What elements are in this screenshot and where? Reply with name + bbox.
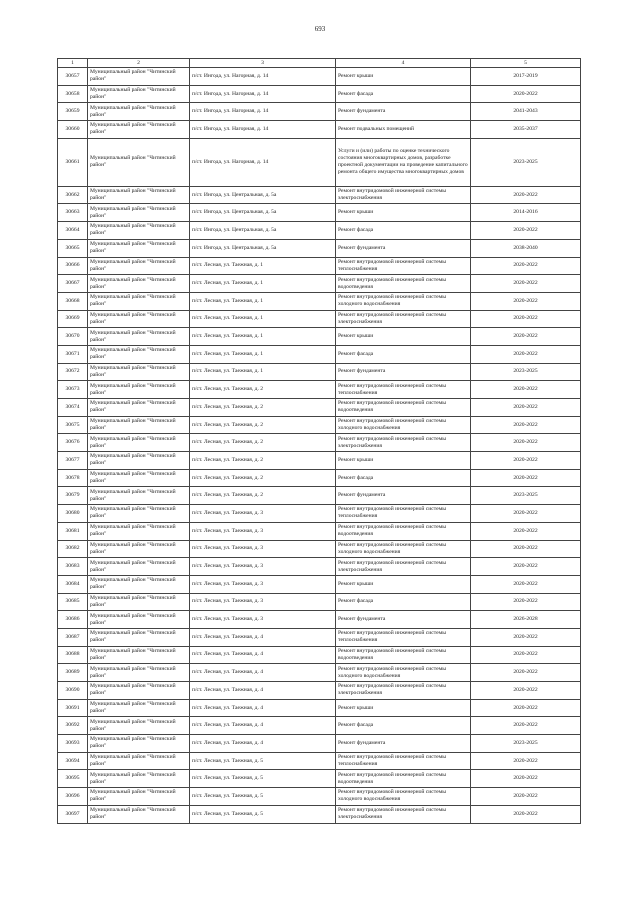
address-cell: п/ст. Ингода, ул. Центральная, д. 5а <box>190 204 336 222</box>
row-number-cell: 30680 <box>58 505 88 523</box>
period-cell: 2023-2025 <box>471 138 581 186</box>
table-row <box>58 717 581 735</box>
period-cell: 2020-2022 <box>471 186 581 204</box>
row-number-cell: 30666 <box>58 257 88 275</box>
column-header: 3 <box>190 59 336 68</box>
period-cell: 2020-2022 <box>471 717 581 735</box>
address-cell: п/ст. Лесная, ул. Таежная, д. 1 <box>190 292 336 310</box>
work-type-cell: Ремонт фасада <box>336 345 471 363</box>
work-type-cell: Ремонт фасада <box>336 469 471 487</box>
period-cell: 2020-2022 <box>471 505 581 523</box>
row-number-cell: 30681 <box>58 522 88 540</box>
table-row <box>58 434 581 452</box>
period-cell: 2020-2022 <box>471 328 581 346</box>
row-number-cell: 30691 <box>58 699 88 717</box>
work-type-cell: Ремонт подвальных помещений <box>336 121 471 139</box>
municipality-cell: Муниципальный район "Читинский район" <box>88 593 190 611</box>
period-cell: 2020-2022 <box>471 682 581 700</box>
municipality-cell: Муниципальный район "Читинский район" <box>88 186 190 204</box>
address-cell: п/ст. Лесная, ул. Таежная, д. 1 <box>190 363 336 381</box>
municipality-cell: Муниципальный район "Читинский район" <box>88 628 190 646</box>
municipality-cell: Муниципальный район "Читинский район" <box>88 328 190 346</box>
row-number-cell: 30673 <box>58 381 88 399</box>
work-type-cell: Ремонт внутридомовой инженерной системы теплоснабжения <box>336 505 471 523</box>
table-row <box>58 770 581 788</box>
registry-table <box>57 58 581 824</box>
municipality-cell: Муниципальный район "Читинский район" <box>88 646 190 664</box>
period-cell: 2020-2022 <box>471 699 581 717</box>
row-number-cell: 30675 <box>58 416 88 434</box>
row-number-cell: 30695 <box>58 770 88 788</box>
table-row <box>58 593 581 611</box>
period-cell: 2020-2022 <box>471 522 581 540</box>
row-number-cell: 30682 <box>58 540 88 558</box>
address-cell: п/ст. Ингода, ул. Нагорная, д. 14 <box>190 138 336 186</box>
work-type-cell: Ремонт внутридомовой инженерной системы холодного водоснабжения <box>336 292 471 310</box>
address-cell: п/ст. Лесная, ул. Таежная, д. 2 <box>190 399 336 417</box>
period-cell: 2020-2022 <box>471 788 581 806</box>
address-cell: п/ст. Лесная, ул. Таежная, д. 3 <box>190 522 336 540</box>
period-cell: 2026-2028 <box>471 611 581 629</box>
work-type-cell: Ремонт фундамента <box>336 103 471 121</box>
municipality-cell: Муниципальный район "Читинский район" <box>88 788 190 806</box>
table-row <box>58 138 581 186</box>
table-row <box>58 575 581 593</box>
municipality-cell: Муниципальный район "Читинский район" <box>88 487 190 505</box>
municipality-cell: Муниципальный район "Читинский район" <box>88 434 190 452</box>
work-type-cell: Ремонт внутридомовой инженерной системы теплоснабжения <box>336 752 471 770</box>
work-type-cell: Ремонт внутридомовой инженерной системы теплоснабжения <box>336 628 471 646</box>
row-number-cell: 30679 <box>58 487 88 505</box>
address-cell: п/ст. Лесная, ул. Таежная, д. 1 <box>190 345 336 363</box>
municipality-cell: Муниципальный район "Читинский район" <box>88 222 190 240</box>
table-row <box>58 664 581 682</box>
table-row <box>58 699 581 717</box>
table-row <box>58 558 581 576</box>
table-row <box>58 257 581 275</box>
municipality-cell: Муниципальный район "Читинский район" <box>88 381 190 399</box>
table-row <box>58 735 581 753</box>
work-type-cell: Ремонт внутридомовой инженерной системы электроснабжения <box>336 434 471 452</box>
row-number-cell: 30677 <box>58 452 88 470</box>
municipality-cell: Муниципальный район "Читинский район" <box>88 103 190 121</box>
municipality-cell: Муниципальный район "Читинский район" <box>88 575 190 593</box>
work-type-cell: Ремонт крыши <box>336 68 471 86</box>
row-number-cell: 30690 <box>58 682 88 700</box>
municipality-cell: Муниципальный район "Читинский район" <box>88 345 190 363</box>
table-header-row <box>58 59 581 68</box>
municipality-cell: Муниципальный район "Читинский район" <box>88 611 190 629</box>
period-cell: 2041-2043 <box>471 103 581 121</box>
municipality-cell: Муниципальный район "Читинский район" <box>88 68 190 86</box>
row-number-cell: 30678 <box>58 469 88 487</box>
address-cell: п/ст. Лесная, ул. Таежная, д. 5 <box>190 788 336 806</box>
address-cell: п/ст. Лесная, ул. Таежная, д. 4 <box>190 646 336 664</box>
address-cell: п/ст. Ингода, ул. Нагорная, д. 14 <box>190 121 336 139</box>
row-number-cell: 30660 <box>58 121 88 139</box>
period-cell: 2017-2019 <box>471 68 581 86</box>
table-row <box>58 121 581 139</box>
address-cell: п/ст. Лесная, ул. Таежная, д. 3 <box>190 540 336 558</box>
row-number-cell: 30683 <box>58 558 88 576</box>
municipality-cell: Муниципальный район "Читинский район" <box>88 805 190 823</box>
address-cell: п/ст. Лесная, ул. Таежная, д. 2 <box>190 416 336 434</box>
period-cell: 2020-2022 <box>471 805 581 823</box>
period-cell: 2020-2022 <box>471 646 581 664</box>
period-cell: 2020-2022 <box>471 222 581 240</box>
row-number-cell: 30692 <box>58 717 88 735</box>
period-cell: 2020-2022 <box>471 540 581 558</box>
work-type-cell: Ремонт крыши <box>336 204 471 222</box>
address-cell: п/ст. Ингода, ул. Центральная, д. 5а <box>190 239 336 257</box>
period-cell: 2020-2022 <box>471 770 581 788</box>
address-cell: п/ст. Лесная, ул. Таежная, д. 1 <box>190 257 336 275</box>
address-cell: п/ст. Лесная, ул. Таежная, д. 4 <box>190 699 336 717</box>
work-type-cell: Ремонт внутридомовой инженерной системы электроснабжения <box>336 310 471 328</box>
work-type-cell: Ремонт внутридомовой инженерной системы теплоснабжения <box>336 257 471 275</box>
table-row <box>58 682 581 700</box>
municipality-cell: Муниципальный район "Читинский район" <box>88 770 190 788</box>
address-cell: п/ст. Лесная, ул. Таежная, д. 2 <box>190 487 336 505</box>
address-cell: п/ст. Лесная, ул. Таежная, д. 5 <box>190 805 336 823</box>
work-type-cell: Ремонт фундамента <box>336 239 471 257</box>
address-cell: п/ст. Лесная, ул. Таежная, д. 1 <box>190 310 336 328</box>
municipality-cell: Муниципальный район "Читинский район" <box>88 469 190 487</box>
municipality-cell: Муниципальный район "Читинский район" <box>88 292 190 310</box>
address-cell: п/ст. Лесная, ул. Таежная, д. 1 <box>190 328 336 346</box>
row-number-cell: 30686 <box>58 611 88 629</box>
table-row <box>58 275 581 293</box>
row-number-cell: 30674 <box>58 399 88 417</box>
table-row <box>58 239 581 257</box>
address-cell: п/ст. Лесная, ул. Таежная, д. 2 <box>190 469 336 487</box>
address-cell: п/ст. Лесная, ул. Таежная, д. 3 <box>190 558 336 576</box>
work-type-cell: Ремонт крыши <box>336 575 471 593</box>
row-number-cell: 30689 <box>58 664 88 682</box>
table-row <box>58 292 581 310</box>
address-cell: п/ст. Лесная, ул. Таежная, д. 2 <box>190 434 336 452</box>
table-row <box>58 788 581 806</box>
work-type-cell: Ремонт внутридомовой инженерной системы электроснабжения <box>336 805 471 823</box>
municipality-cell: Муниципальный район "Читинский район" <box>88 416 190 434</box>
table-row <box>58 85 581 103</box>
work-type-cell: Ремонт фасада <box>336 222 471 240</box>
table-row <box>58 328 581 346</box>
address-cell: п/ст. Лесная, ул. Таежная, д. 4 <box>190 717 336 735</box>
work-type-cell: Ремонт внутридомовой инженерной системы водоотведения <box>336 275 471 293</box>
address-cell: п/ст. Ингода, ул. Нагорная, д. 14 <box>190 103 336 121</box>
row-number-cell: 30687 <box>58 628 88 646</box>
table-row <box>58 469 581 487</box>
address-cell: п/ст. Лесная, ул. Таежная, д. 3 <box>190 593 336 611</box>
address-cell: п/ст. Лесная, ул. Таежная, д. 3 <box>190 505 336 523</box>
table-body <box>58 68 581 824</box>
period-cell: 2038-2040 <box>471 239 581 257</box>
period-cell: 2020-2022 <box>471 558 581 576</box>
municipality-cell: Муниципальный район "Читинский район" <box>88 239 190 257</box>
municipality-cell: Муниципальный район "Читинский район" <box>88 275 190 293</box>
table-row <box>58 186 581 204</box>
work-type-cell: Ремонт фундамента <box>336 735 471 753</box>
row-number-cell: 30696 <box>58 788 88 806</box>
address-cell: п/ст. Лесная, ул. Таежная, д. 4 <box>190 682 336 700</box>
period-cell: 2020-2022 <box>471 593 581 611</box>
column-header: 4 <box>336 59 471 68</box>
work-type-cell: Ремонт внутридомовой инженерной системы холодного водоснабжения <box>336 540 471 558</box>
period-cell: 2020-2022 <box>471 381 581 399</box>
table-row <box>58 487 581 505</box>
table-row <box>58 399 581 417</box>
table-row <box>58 452 581 470</box>
municipality-cell: Муниципальный район "Читинский район" <box>88 452 190 470</box>
period-cell: 2023-2025 <box>471 363 581 381</box>
period-cell: 2020-2022 <box>471 575 581 593</box>
address-cell: п/ст. Лесная, ул. Таежная, д. 4 <box>190 628 336 646</box>
row-number-cell: 30661 <box>58 138 88 186</box>
table-row <box>58 68 581 86</box>
row-number-cell: 30676 <box>58 434 88 452</box>
table-row <box>58 805 581 823</box>
table-row <box>58 646 581 664</box>
work-type-cell: Ремонт внутридомовой инженерной системы электроснабжения <box>336 682 471 700</box>
table-row <box>58 752 581 770</box>
period-cell: 2020-2022 <box>471 469 581 487</box>
column-header: 5 <box>471 59 581 68</box>
table-row <box>58 416 581 434</box>
municipality-cell: Муниципальный район "Читинский район" <box>88 85 190 103</box>
row-number-cell: 30665 <box>58 239 88 257</box>
table-row <box>58 522 581 540</box>
column-header: 2 <box>88 59 190 68</box>
municipality-cell: Муниципальный район "Читинский район" <box>88 138 190 186</box>
row-number-cell: 30669 <box>58 310 88 328</box>
work-type-cell: Ремонт внутридомовой инженерной системы теплоснабжения <box>336 381 471 399</box>
address-cell: п/ст. Ингода, ул. Нагорная, д. 14 <box>190 68 336 86</box>
table-row <box>58 103 581 121</box>
work-type-cell: Ремонт внутридомовой инженерной системы водоотведения <box>336 646 471 664</box>
address-cell: п/ст. Лесная, ул. Таежная, д. 4 <box>190 664 336 682</box>
municipality-cell: Муниципальный район "Читинский район" <box>88 699 190 717</box>
municipality-cell: Муниципальный район "Читинский район" <box>88 204 190 222</box>
work-type-cell: Услуги и (или) работы по оценке технического состояния многоквартирных домов, разработке проектной документации на проведение капитального ремонта общего имущества многоквартирных домов <box>336 138 471 186</box>
table-row <box>58 222 581 240</box>
address-cell: п/ст. Лесная, ул. Таежная, д. 2 <box>190 452 336 470</box>
municipality-cell: Муниципальный район "Читинский район" <box>88 682 190 700</box>
municipality-cell: Муниципальный район "Читинский район" <box>88 505 190 523</box>
table-row <box>58 628 581 646</box>
work-type-cell: Ремонт крыши <box>336 452 471 470</box>
period-cell: 2020-2022 <box>471 434 581 452</box>
period-cell: 2020-2022 <box>471 345 581 363</box>
work-type-cell: Ремонт внутридомовой инженерной системы водоотведения <box>336 399 471 417</box>
municipality-cell: Муниципальный район "Читинский район" <box>88 121 190 139</box>
period-cell: 2020-2022 <box>471 292 581 310</box>
period-cell: 2020-2022 <box>471 310 581 328</box>
address-cell: п/ст. Лесная, ул. Таежная, д. 1 <box>190 275 336 293</box>
table-row <box>58 345 581 363</box>
address-cell: п/ст. Лесная, ул. Таежная, д. 2 <box>190 381 336 399</box>
municipality-cell: Муниципальный район "Читинский район" <box>88 399 190 417</box>
work-type-cell: Ремонт фундамента <box>336 487 471 505</box>
row-number-cell: 30671 <box>58 345 88 363</box>
table-row <box>58 505 581 523</box>
address-cell: п/ст. Ингода, ул. Центральная, д. 5а <box>190 186 336 204</box>
period-cell: 2020-2022 <box>471 752 581 770</box>
municipality-cell: Муниципальный район "Читинский район" <box>88 363 190 381</box>
table-row <box>58 310 581 328</box>
municipality-cell: Муниципальный район "Читинский район" <box>88 752 190 770</box>
municipality-cell: Муниципальный район "Читинский район" <box>88 257 190 275</box>
row-number-cell: 30668 <box>58 292 88 310</box>
period-cell: 2014-2016 <box>471 204 581 222</box>
table-row <box>58 363 581 381</box>
work-type-cell: Ремонт внутридомовой инженерной системы холодного водоснабжения <box>336 664 471 682</box>
work-type-cell: Ремонт фасада <box>336 85 471 103</box>
page-number: 693 <box>314 25 326 33</box>
municipality-cell: Муниципальный район "Читинский район" <box>88 735 190 753</box>
table-row <box>58 381 581 399</box>
work-type-cell: Ремонт внутридомовой инженерной системы электроснабжения <box>336 186 471 204</box>
period-cell: 2023-2025 <box>471 735 581 753</box>
period-cell: 2020-2022 <box>471 257 581 275</box>
row-number-cell: 30693 <box>58 735 88 753</box>
address-cell: п/ст. Ингода, ул. Центральная, д. 5а <box>190 222 336 240</box>
period-cell: 2020-2022 <box>471 664 581 682</box>
municipality-cell: Муниципальный район "Читинский район" <box>88 540 190 558</box>
row-number-cell: 30688 <box>58 646 88 664</box>
work-type-cell: Ремонт фундамента <box>336 363 471 381</box>
work-type-cell: Ремонт внутридомовой инженерной системы холодного водоснабжения <box>336 788 471 806</box>
address-cell: п/ст. Лесная, ул. Таежная, д. 5 <box>190 752 336 770</box>
address-cell: п/ст. Лесная, ул. Таежная, д. 4 <box>190 735 336 753</box>
work-type-cell: Ремонт внутридомовой инженерной системы холодного водоснабжения <box>336 416 471 434</box>
work-type-cell: Ремонт фасада <box>336 717 471 735</box>
period-cell: 2020-2022 <box>471 399 581 417</box>
municipality-cell: Муниципальный район "Читинский район" <box>88 558 190 576</box>
address-cell: п/ст. Ингода, ул. Нагорная, д. 14 <box>190 85 336 103</box>
period-cell: 2020-2022 <box>471 628 581 646</box>
row-number-cell: 30697 <box>58 805 88 823</box>
period-cell: 2035-2037 <box>471 121 581 139</box>
address-cell: п/ст. Лесная, ул. Таежная, д. 3 <box>190 575 336 593</box>
period-cell: 2020-2022 <box>471 416 581 434</box>
period-cell: 2020-2022 <box>471 452 581 470</box>
row-number-cell: 30670 <box>58 328 88 346</box>
row-number-cell: 30663 <box>58 204 88 222</box>
municipality-cell: Муниципальный район "Читинский район" <box>88 310 190 328</box>
work-type-cell: Ремонт внутридомовой инженерной системы водоотведения <box>336 522 471 540</box>
municipality-cell: Муниципальный район "Читинский район" <box>88 522 190 540</box>
table-row <box>58 540 581 558</box>
address-cell: п/ст. Лесная, ул. Таежная, д. 3 <box>190 611 336 629</box>
table-row <box>58 204 581 222</box>
work-type-cell: Ремонт фасада <box>336 593 471 611</box>
work-type-cell: Ремонт внутридомовой инженерной системы водоотведения <box>336 770 471 788</box>
row-number-cell: 30659 <box>58 103 88 121</box>
period-cell: 2020-2022 <box>471 275 581 293</box>
row-number-cell: 30658 <box>58 85 88 103</box>
work-type-cell: Ремонт крыши <box>336 699 471 717</box>
municipality-cell: Муниципальный район "Читинский район" <box>88 664 190 682</box>
period-cell: 2020-2022 <box>471 85 581 103</box>
row-number-cell: 30662 <box>58 186 88 204</box>
column-header: 1 <box>58 59 88 68</box>
work-type-cell: Ремонт крыши <box>336 328 471 346</box>
row-number-cell: 30664 <box>58 222 88 240</box>
row-number-cell: 30685 <box>58 593 88 611</box>
table-row <box>58 611 581 629</box>
row-number-cell: 30684 <box>58 575 88 593</box>
municipality-cell: Муниципальный район "Читинский район" <box>88 717 190 735</box>
period-cell: 2023-2025 <box>471 487 581 505</box>
row-number-cell: 30694 <box>58 752 88 770</box>
work-type-cell: Ремонт внутридомовой инженерной системы электроснабжения <box>336 558 471 576</box>
row-number-cell: 30667 <box>58 275 88 293</box>
work-type-cell: Ремонт фундамента <box>336 611 471 629</box>
row-number-cell: 30657 <box>58 68 88 86</box>
address-cell: п/ст. Лесная, ул. Таежная, д. 5 <box>190 770 336 788</box>
row-number-cell: 30672 <box>58 363 88 381</box>
